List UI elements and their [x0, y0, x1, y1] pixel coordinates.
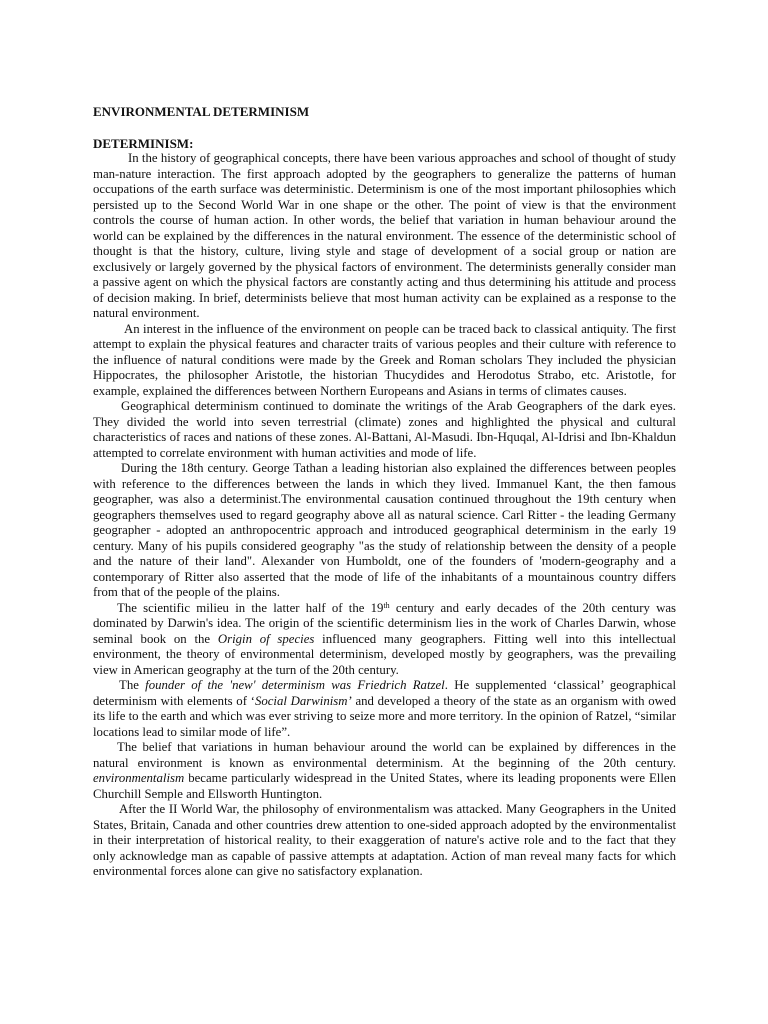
book-title-origin-of-species: Origin of species [217, 631, 315, 646]
paragraph-6 [93, 678, 676, 740]
paragraph-6-italic-ratzel: founder of the 'new' determinism was Friedrich Ratzel [145, 678, 445, 692]
paragraph-1: In the history of geographical concepts, there have been various approaches and school of thought of study man-nature interaction. The first approach adopted by the geographers to generalize the patterns of human occupations of the earth surface was deterministic. Determinism is one of the most important philosophies which persisted up to the Second World War in one shape or the other. The point of view is that the environment controls the course of human action. In other words, the belief that variation in human behaviour around the world can be explained by the differences in the natural environment. The essence of the deterministic school of thought is that the history, culture, living style and stage of development of a social group or nation are exclusively or largely governed by the physical factors of environment. The determinists generally consider man a passive agent on which the physical factors are constantly acting and thus determining his attitude and process of decision making. In brief, determinists believe that most human activity can be explained as a response to the natural environment. [93, 151, 676, 320]
paragraph-6-text-a: The [119, 678, 146, 692]
paragraph-7 [93, 740, 676, 802]
paragraph-7-text-b: became particularly widespread in the United States, where its leading proponents were Ellen Churchill Semple and Ellsworth Huntington. [93, 771, 676, 801]
paragraph-4: During the 18th century. George Tathan a leading historian also explained the differences between peoples with reference to the differences between the lands in which they lived. Immanuel Kant, the then famous geographer, was also a determinist.The environmental causation continued throughout the 19th century when geographers themselves used to regard geography above all as natural science. Carl Ritter - the leading Germany geographer - adopted an anthropocentric approach and introduced geographical determinism in the early 19 century. Many of his pupils considered geography "as the study of relationship between the density of a people and the nature of their land". Alexander von Humboldt, one of the founders of 'modern-geography and a contemporary of Ritter also asserted that the mode of life of the inhabitants of a mountainous country differs from that of the people of the plains. [93, 461, 676, 599]
paragraph-5-text-b: century and early decades of the 20th century was dominated by Darwin's idea. The origin of the scientific determinism lies in the work of Charles Darwin, whose seminal book on the [93, 600, 676, 646]
paragraph-6-italic-social-darwinism: Social Darwinism’ [254, 693, 352, 708]
document-title: ENVIRONMENTAL DETERMINISM [93, 104, 310, 119]
paragraph-6-text-c: and developed a theory of the state as an organism with owed its life to the earth and which was ever striving to seize more and more territory. In the opinion of Ratzel, “similar locations lead to similar mode of life”. [93, 693, 676, 739]
superscript-th: th [383, 600, 390, 610]
paragraph-8: After the II World War, the philosophy of environmentalism was attacked. Many Geographers in the United States, Britain, Canada and other countries drew attention to one-sided approach adopted by the environmentalist in their interpretation of historical reality, to their exaggeration of nature's active role and to the fact that they only acknowledge man as capable of passive attempts at adaptation. Action of man reveal many facts for which environmental forces alone can give no satisfactory explanation. [93, 802, 676, 878]
paragraph-5 [93, 601, 676, 679]
paragraph-6-text-b: . He supplemented ‘classical’ geographical determinism with elements of ‘ [93, 678, 676, 708]
paragraph-7-italic-environmentalism: environmentalism [93, 771, 185, 785]
paragraph-3: Geographical determinism continued to dominate the writings of the Arab Geographers of the dark eyes. They divided the world into seven terrestrial (climate) zones and highlighted the physical and cultural characteristics of races and nations of these zones. Al-Battani, Al-Masudi. Ibn-Hquqal, Al-Idrisi and Ibn-Khaldun attempted to correlate environment with human activities and mode of life. [93, 399, 676, 460]
section-heading: DETERMINISM: [93, 135, 194, 151]
paragraph-5-text-a: The scientific milieu in the latter half of the 19 [117, 600, 384, 615]
paragraph-2: An interest in the influence of the environment on people can be traced back to classical antiquity. The first attempt to explain the physical features and character traits of various peoples and their culture with reference to the influence of natural conditions were made by the Greek and Roman scholars They included the physician Hippocrates, the philosopher Aristotle, the historian Thucydides and Herodotus Strabo, etc. Aristotle, for example, explained the differences between Northern Europeans and Asians in terms of climates causes. [93, 321, 676, 398]
document-body [93, 104, 676, 880]
paragraph-5-text-c: influenced many geographers. Fitting well into this intellectual environment, the theory of environmental determinism, developed mostly by geographers, was the prevailing view in American geography at the turn of the 20th century. [93, 631, 676, 677]
paragraph-7-text-a: The belief that variations in human behaviour around the world can be explained by differences in the natural environment is known as environmental determinism. At the beginning of the 20th century. [93, 740, 676, 770]
